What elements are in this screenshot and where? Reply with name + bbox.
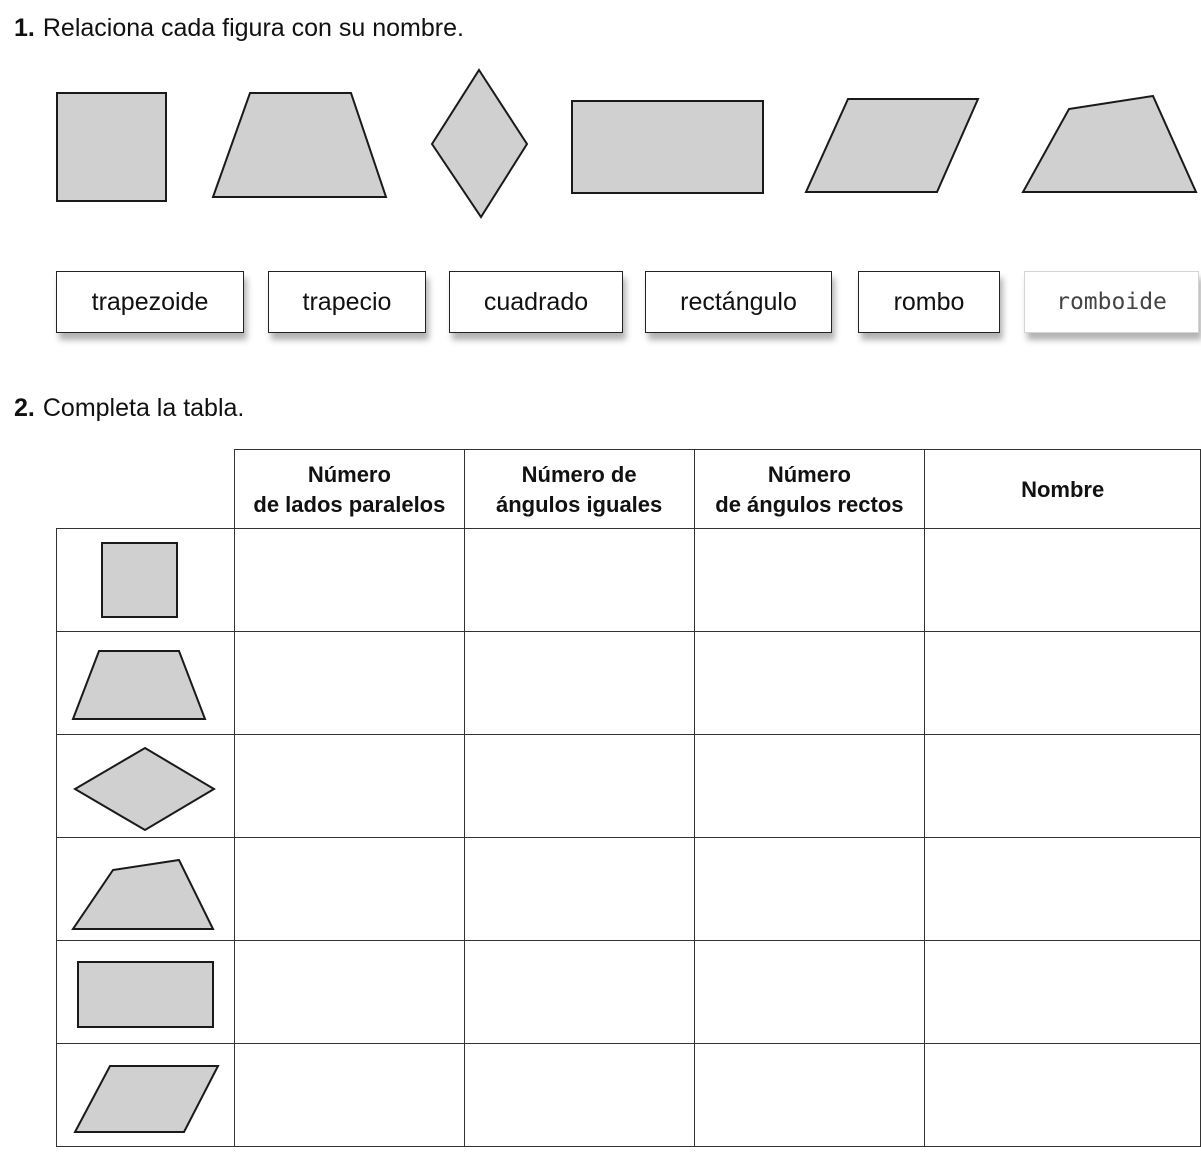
rhomboid-shape[interactable] xyxy=(806,99,978,192)
square-shape xyxy=(102,543,177,617)
word-card-rombo[interactable]: rombo xyxy=(858,271,1000,333)
header-parallel-sides xyxy=(234,450,464,529)
shapes-row xyxy=(0,60,1201,230)
answer-cell[interactable] xyxy=(464,1044,694,1147)
answer-cell[interactable] xyxy=(234,1044,464,1147)
answer-cell[interactable] xyxy=(234,735,464,838)
answer-cell[interactable] xyxy=(464,529,694,632)
row-shape-cell xyxy=(57,838,235,941)
answer-cell[interactable] xyxy=(694,529,925,632)
rectangle-shape xyxy=(78,962,213,1027)
header-line: de ángulos rectos xyxy=(715,492,904,517)
table-row xyxy=(57,632,1201,735)
answer-cell[interactable] xyxy=(234,941,464,1044)
answer-cell[interactable] xyxy=(694,1044,925,1147)
table-row xyxy=(57,529,1201,632)
table-row xyxy=(57,941,1201,1044)
header-name xyxy=(925,450,1201,529)
properties-table xyxy=(56,449,1201,1147)
answer-cell[interactable] xyxy=(464,941,694,1044)
answer-cell[interactable] xyxy=(925,632,1201,735)
exercise-2-heading xyxy=(14,394,244,423)
exercise-1-heading xyxy=(14,14,464,43)
header-line: ángulos iguales xyxy=(496,492,663,517)
answer-cell[interactable] xyxy=(925,941,1201,1044)
exercise-2-number: 2. xyxy=(14,394,35,422)
rhombus-shape xyxy=(75,748,214,830)
answer-cell[interactable] xyxy=(464,632,694,735)
answer-cell[interactable] xyxy=(234,632,464,735)
table-row xyxy=(57,1044,1201,1147)
word-card-cuadrado[interactable]: cuadrado xyxy=(449,271,623,333)
answer-cell[interactable] xyxy=(694,941,925,1044)
word-card-trapecio[interactable]: trapecio xyxy=(268,271,426,333)
answer-cell[interactable] xyxy=(925,838,1201,941)
answer-cell[interactable] xyxy=(234,838,464,941)
table-row xyxy=(57,838,1201,941)
header-right-angles xyxy=(694,450,925,529)
square-shape[interactable] xyxy=(57,93,166,201)
trapezoid-shape[interactable] xyxy=(213,93,386,197)
rhomboid-shape xyxy=(75,1066,218,1132)
header-line: de lados paralelos xyxy=(253,492,446,517)
answer-cell[interactable] xyxy=(464,838,694,941)
answer-cell[interactable] xyxy=(925,735,1201,838)
answer-cell[interactable] xyxy=(694,735,925,838)
answer-cell[interactable] xyxy=(234,529,464,632)
trapezoid-shape xyxy=(73,651,205,719)
row-shape-cell xyxy=(57,1044,235,1147)
row-shape-cell xyxy=(57,529,235,632)
row-shape-cell xyxy=(57,735,235,838)
row-shape-cell xyxy=(57,941,235,1044)
word-card-trapezoide[interactable]: trapezoide xyxy=(56,271,244,333)
answer-cell[interactable] xyxy=(694,838,925,941)
header-corner xyxy=(57,450,235,529)
rhombus-shape[interactable] xyxy=(432,70,527,217)
exercise-1-number: 1. xyxy=(14,14,35,42)
table-header-row xyxy=(57,450,1201,529)
trapezoid-irregular-shape xyxy=(73,860,213,929)
rectangle-shape[interactable] xyxy=(572,101,763,193)
table-row xyxy=(57,735,1201,838)
row-shape-cell xyxy=(57,632,235,735)
header-equal-angles xyxy=(464,450,694,529)
answer-cell[interactable] xyxy=(925,1044,1201,1147)
trapezoid-irregular-shape[interactable] xyxy=(1023,96,1196,192)
exercise-1-instruction: Relaciona cada figura con su nombre. xyxy=(42,14,464,42)
exercise-2-instruction: Completa la tabla. xyxy=(42,394,245,422)
header-line: Número xyxy=(767,462,851,487)
word-card-rectangulo[interactable]: rectángulo xyxy=(645,271,832,333)
header-line: Nombre xyxy=(1021,477,1105,502)
answer-cell[interactable] xyxy=(925,529,1201,632)
header-line: Número de xyxy=(521,462,637,487)
header-line: Número xyxy=(307,462,391,487)
word-card-romboide[interactable]: romboide xyxy=(1024,271,1199,333)
answer-cell[interactable] xyxy=(464,735,694,838)
answer-cell[interactable] xyxy=(694,632,925,735)
